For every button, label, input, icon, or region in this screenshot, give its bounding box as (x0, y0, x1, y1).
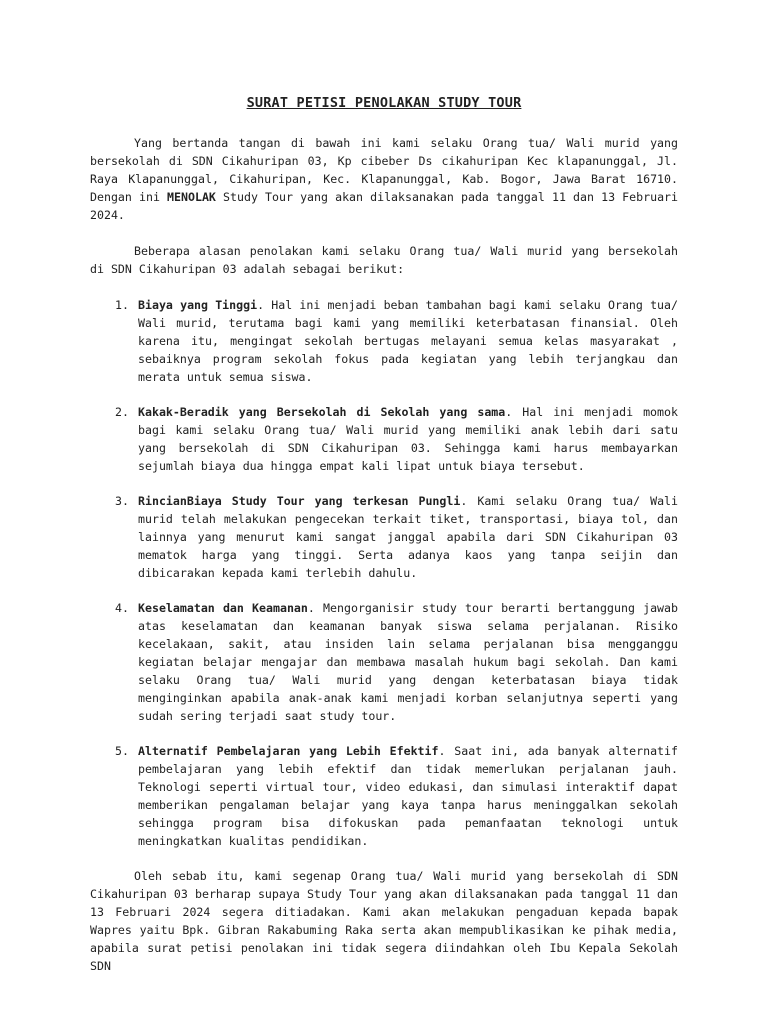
reasons-intro-paragraph: Beberapa alasan penolakan kami selaku Orang tua/ Wali murid yang bersekolah di SDN Cikahuripan 03 adalah sebagai berikut: (90, 244, 678, 276)
reason-text: . Hal ini menjadi momok bagi kami selaku Orang tua/ Wali murid yang memiliki anak lebih dari satu yang bersekolah di SDN Cikahuripan 03. Sehingga kami harus membayarkan sejumlah biaya dua hingga empat kali lipat untuk biaya tersebut. (138, 405, 678, 473)
document-title: SURAT PETISI PENOLAKAN STUDY TOUR (246, 95, 522, 111)
list-item (136, 296, 678, 386)
reason-heading: Kakak-Beradik yang Bersekolah di Sekolah yang sama (138, 405, 506, 419)
intro-bold-word: MENOLAK (167, 190, 216, 204)
intro-text: Yang bertanda tangan di bawah ini kami selaku Orang tua/ Wali murid yang bersekolah di SDN Cikahuripan 03, Kp cibeber Ds cikahuripan Kec klapanunggal, Jl. Raya Klapanunggal, Cikahuripan, Kec. Klapanunggal, Kab. Bogor, Jawa Barat 16710. Dengan ini (90, 136, 678, 204)
reason-heading: Keselamatan dan Keamanan (138, 601, 308, 615)
reasons-list (90, 296, 678, 850)
reason-heading: RincianBiaya Study Tour yang terkesan Pungli (138, 494, 461, 508)
document-body (90, 134, 678, 975)
reason-text: . Hal ini menjadi beban tambahan bagi kami selaku Orang tua/ Wali murid, terutama bagi kami yang memiliki keterbatasan finansial. Oleh karena itu, mengingat sekolah bertugas melayani semua kelas masyarakat , sebaiknya program sekolah fokus pada kegiatan yang lebih terjangkau dan merata untuk semua siswa. (138, 298, 678, 384)
closing-paragraph: Oleh sebab itu, kami segenap Orang tua/ Wali murid yang bersekolah di SDN Cikahuripan 03 berharap supaya Study Tour yang akan dilaksanakan pada tanggal 11 dan 13 Februari 2024 segera ditiadakan. Kami akan melakukan pengaduan kepada bapak Wapres yaitu Bpk. Gibran Rakabuming Raka serta akan mempublikasikan ke pihak media, apabila surat petisi penolakan ini tidak segera diindahkan oleh Ibu Kepala Sekolah SDN (90, 869, 678, 973)
list-item (136, 492, 678, 582)
intro-text-end: Study Tour yang akan dilaksanakan pada tanggal 11 dan 13 Februari 2024. (90, 190, 679, 222)
list-item (136, 403, 678, 475)
list-item (136, 742, 678, 850)
intro-paragraph (90, 134, 678, 224)
list-item (136, 599, 678, 725)
reason-text: . Mengorganisir study tour berarti bertanggung jawab atas keselamatan dan keamanan banyak siswa selama perjalanan. Risiko kecelakaan, sakit, atau insiden lain selama perjalanan bisa mengganggu kegiatan belajar mengajar dan membawa masalah hukum bagi sekolah. Dan kami selaku Orang tua/ Wali murid yang dengan keterbatasan biaya tidak menginginkan apabila anak-anak kami menjadi korban selanjutnya seperti yang sudah sering terjadi saat study tour. (138, 601, 678, 723)
reason-heading: Biaya yang Tinggi (138, 298, 258, 312)
reason-heading: Alternatif Pembelajaran yang Lebih Efektif (138, 744, 439, 758)
reason-text: . Kami selaku Orang tua/ Wali murid telah melakukan pengecekan terkait tiket, transportasi, biaya tol, dan lainnya yang menurut kami sangat janggal apabila dari SDN Cikahuripan 03 mematok harga yang tinggi. Serta adanya kaos yang tanpa seijin dan dibicarakan kepada kami terlebih dahulu. (138, 494, 679, 580)
reason-text: . Saat ini, ada banyak alternatif pembelajaran yang lebih efektif dan tidak memerlukan perjalanan jauh. Teknologi seperti virtual tour, video edukasi, dan simulasi interaktif dapat memberikan pengalaman belajar yang kaya tanpa harus meninggalkan sekolah sehingga program bisa difokuskan pada pemanfaatan teknologi untuk meningkatkan kualitas pendidikan. (138, 744, 678, 848)
